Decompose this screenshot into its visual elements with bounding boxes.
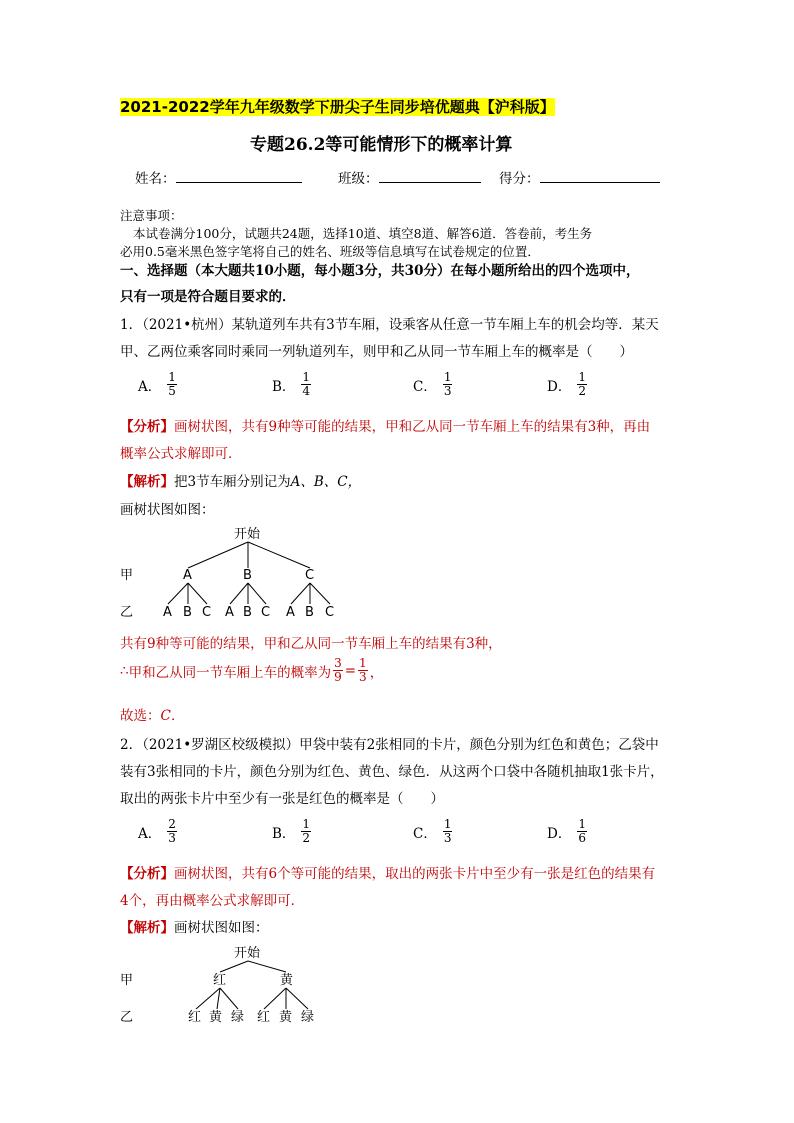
option-label: D． (547, 825, 572, 842)
fraction-denominator: 4 (302, 384, 311, 398)
probability-fraction-2 (358, 657, 368, 684)
q1-answer-line (120, 704, 184, 724)
header-year: 2021-2022 (120, 98, 210, 116)
probability-fraction-1 (333, 657, 343, 684)
name-label: 姓名： (135, 171, 176, 187)
fraction-denominator: 2 (578, 384, 586, 398)
fraction-denominator: 5 (168, 384, 176, 398)
tree-edge (310, 583, 330, 604)
option-fraction (443, 371, 453, 398)
tree-edge (217, 988, 220, 1009)
analysis-text: 画树状图，共有9种等可能的结果，甲和乙从同一节车厢上车的结果有3种，再由 (174, 419, 651, 435)
analysis-tag: 【分析】 (120, 866, 174, 882)
q2-tree-diagram (110, 940, 340, 1030)
tree-edge (188, 542, 248, 568)
tree-node: 黄 (280, 973, 294, 988)
score-label: 得分： (499, 171, 540, 187)
tree-edge (248, 542, 310, 568)
q2-solution-line (120, 916, 269, 936)
notice-heading: 注意事项： (120, 208, 183, 223)
q1-tree-diagram (110, 520, 370, 625)
tree-leaf: B (305, 605, 314, 620)
q2-option-c (413, 818, 454, 845)
fraction-numerator: 1 (578, 370, 586, 384)
q1-analysis-line-1 (120, 415, 650, 435)
tree-edge (220, 961, 248, 972)
q2-option-d (547, 818, 589, 845)
q1-analysis-line-2: 概率公式求解即可． (120, 446, 242, 462)
notice-line-2: 必用0.5毫米黑色签字笔将自己的姓名、班级等信息填写在试卷规定的位置． (120, 244, 540, 259)
q1-option-b (272, 371, 313, 398)
q1-tree-caption: 画树状图如图： (120, 502, 215, 518)
tree-edge (286, 988, 308, 1009)
score-blank (540, 170, 660, 183)
fraction-numerator: 1 (443, 370, 452, 384)
equals-sign: = (344, 662, 357, 679)
fraction-denominator: 3 (443, 384, 452, 398)
name-blank (176, 170, 302, 183)
q1-option-a (138, 371, 179, 398)
tree-edge (248, 961, 286, 972)
option-label: A． (138, 378, 162, 395)
tree-leaf: C (325, 605, 335, 620)
document-header (120, 96, 555, 117)
fraction-numerator: 1 (302, 817, 311, 831)
fraction-numerator: 1 (443, 817, 452, 831)
section-heading-line-1: 一、选择题（本大题共10小题，每小题3分，共30分）在每小题所给出的四个选项中， (120, 263, 640, 279)
fraction-denominator: 3 (359, 670, 367, 684)
q1-option-d (547, 371, 589, 398)
name-field (135, 167, 302, 187)
class-label: 班级： (338, 171, 379, 187)
tree-leaf: C (261, 605, 271, 620)
fraction-denominator: 9 (334, 670, 342, 684)
comma: ， (369, 664, 384, 681)
option-fraction (577, 818, 587, 845)
q1-text-line-2: 甲、乙两位乘客同时乘同一列轨道列车，则甲和乙从同一节车厢上车的概率是（ ） (120, 344, 633, 360)
tree-leaf: 红 (257, 1010, 271, 1025)
tree-leaf: 绿 (231, 1010, 245, 1025)
tree-node: A (183, 568, 192, 583)
page-title: 专题26.2等可能情形下的概率计算 (250, 135, 513, 155)
tree-leaf: A (225, 605, 234, 620)
score-field (499, 167, 660, 187)
answer-value: C． (160, 708, 185, 724)
option-label: A． (138, 825, 162, 842)
tree-row-label-jia: 甲 (120, 568, 134, 583)
tree-leaf: B (183, 605, 192, 620)
fraction-numerator: 1 (168, 370, 176, 384)
tree-leaf: 绿 (301, 1010, 315, 1025)
probability-text: 甲和乙从同一节车厢上车的概率为 (128, 664, 332, 681)
q1-result-line: 共有9种等可能的结果，甲和乙从同一节车厢上车的结果有3种， (120, 636, 502, 652)
notice-line-1: 本试卷满分100分，试题共24题，选择10道、填空8道、解答6道．答卷前，考生务 (133, 226, 593, 241)
option-label: C． (413, 378, 437, 395)
analysis-tag: 【分析】 (120, 419, 174, 435)
option-fraction (443, 818, 453, 845)
q1-probability-line (120, 657, 383, 684)
tree-edge (264, 988, 286, 1009)
tree-edge (168, 583, 188, 604)
tree-root: 开始 (234, 946, 261, 961)
q1-option-c (413, 371, 454, 398)
q2-option-a (138, 818, 179, 845)
tree-root: 开始 (234, 527, 261, 542)
class-blank (379, 170, 481, 183)
fraction-denominator: 3 (443, 831, 452, 845)
option-label: B． (272, 825, 296, 842)
tree-edge (248, 583, 266, 604)
q2-text-line-1: 2．（2021•罗湖区校级模拟）甲袋中装有2张相同的卡片，颜色分别为红色和黄色；乙袋中 (120, 737, 659, 753)
solution-vars: A、B、C， (290, 474, 362, 490)
fraction-numerator: 1 (302, 370, 311, 384)
fraction-denominator: 3 (168, 831, 176, 845)
fraction-numerator: 1 (359, 656, 367, 670)
tree-edge (291, 583, 310, 604)
option-fraction (301, 818, 311, 845)
tree-leaf: A (286, 605, 295, 620)
tree-row-label-yi: 乙 (120, 605, 134, 620)
tree-node: C (305, 568, 315, 583)
option-label: C． (413, 825, 437, 842)
tree-leaf: 黄 (209, 1010, 223, 1025)
tree-leaf: 红 (188, 1010, 202, 1025)
q2-text-line-3: 取出的两张卡片中至少有一张是红色的概率是（ ） (120, 791, 444, 807)
q2-analysis-line-1 (120, 862, 655, 882)
tree-node: 红 (213, 973, 227, 988)
tree-leaf: C (202, 605, 212, 620)
tree-leaf: A (163, 605, 172, 620)
q1-text-line-1: 1．（2021•杭州）某轨道列车共有3节车厢，设乘客从任意一节车厢上车的机会均等．某天 (120, 317, 659, 333)
tree-row-label-yi: 乙 (120, 1010, 134, 1025)
class-field (338, 167, 481, 187)
q2-option-b (272, 818, 313, 845)
tree-edge (220, 988, 238, 1009)
solution-tag: 【解析】 (120, 920, 174, 936)
option-label: B． (272, 378, 296, 395)
option-fraction (577, 371, 587, 398)
fraction-numerator: 3 (334, 656, 342, 670)
fraction-numerator: 1 (578, 817, 586, 831)
fraction-denominator: 2 (302, 831, 311, 845)
solution-text: 把3节车厢分别记为 (174, 474, 291, 490)
q1-solution-line (120, 470, 361, 490)
tree-edge (230, 583, 248, 604)
section-heading-line-2: 只有一项是符合题目要求的． (120, 289, 296, 305)
tree-leaf: B (243, 605, 252, 620)
q2-text-line-2: 装有3张相同的卡片，颜色分别为红色、黄色、绿色．从这两个口袋中各随机抽取1张卡片， (120, 764, 664, 780)
tree-edge (188, 583, 207, 604)
fraction-denominator: 6 (578, 831, 586, 845)
option-fraction (301, 371, 311, 398)
analysis-text: 画树状图，共有6个等可能的结果，取出的两张卡片中至少有一张是红色的结果有 (174, 866, 656, 882)
fraction-numerator: 2 (168, 817, 176, 831)
tree-edge (196, 988, 220, 1009)
answer-text: 故选： (120, 708, 161, 724)
option-label: D． (547, 378, 572, 395)
tree-node: B (243, 568, 252, 583)
option-fraction (167, 371, 177, 398)
tree-leaf: 黄 (279, 1010, 293, 1025)
solution-tag: 【解析】 (120, 474, 174, 490)
solution-text: 画树状图如图： (174, 920, 269, 936)
q2-analysis-line-2: 4个，再由概率公式求解即可． (120, 893, 305, 909)
tree-row-label-jia: 甲 (120, 973, 134, 988)
therefore-symbol: ∴ (120, 662, 129, 679)
option-fraction (167, 818, 177, 845)
header-rest: 学年九年级数学下册尖子生同步培优题典【沪科版】 (209, 98, 555, 116)
